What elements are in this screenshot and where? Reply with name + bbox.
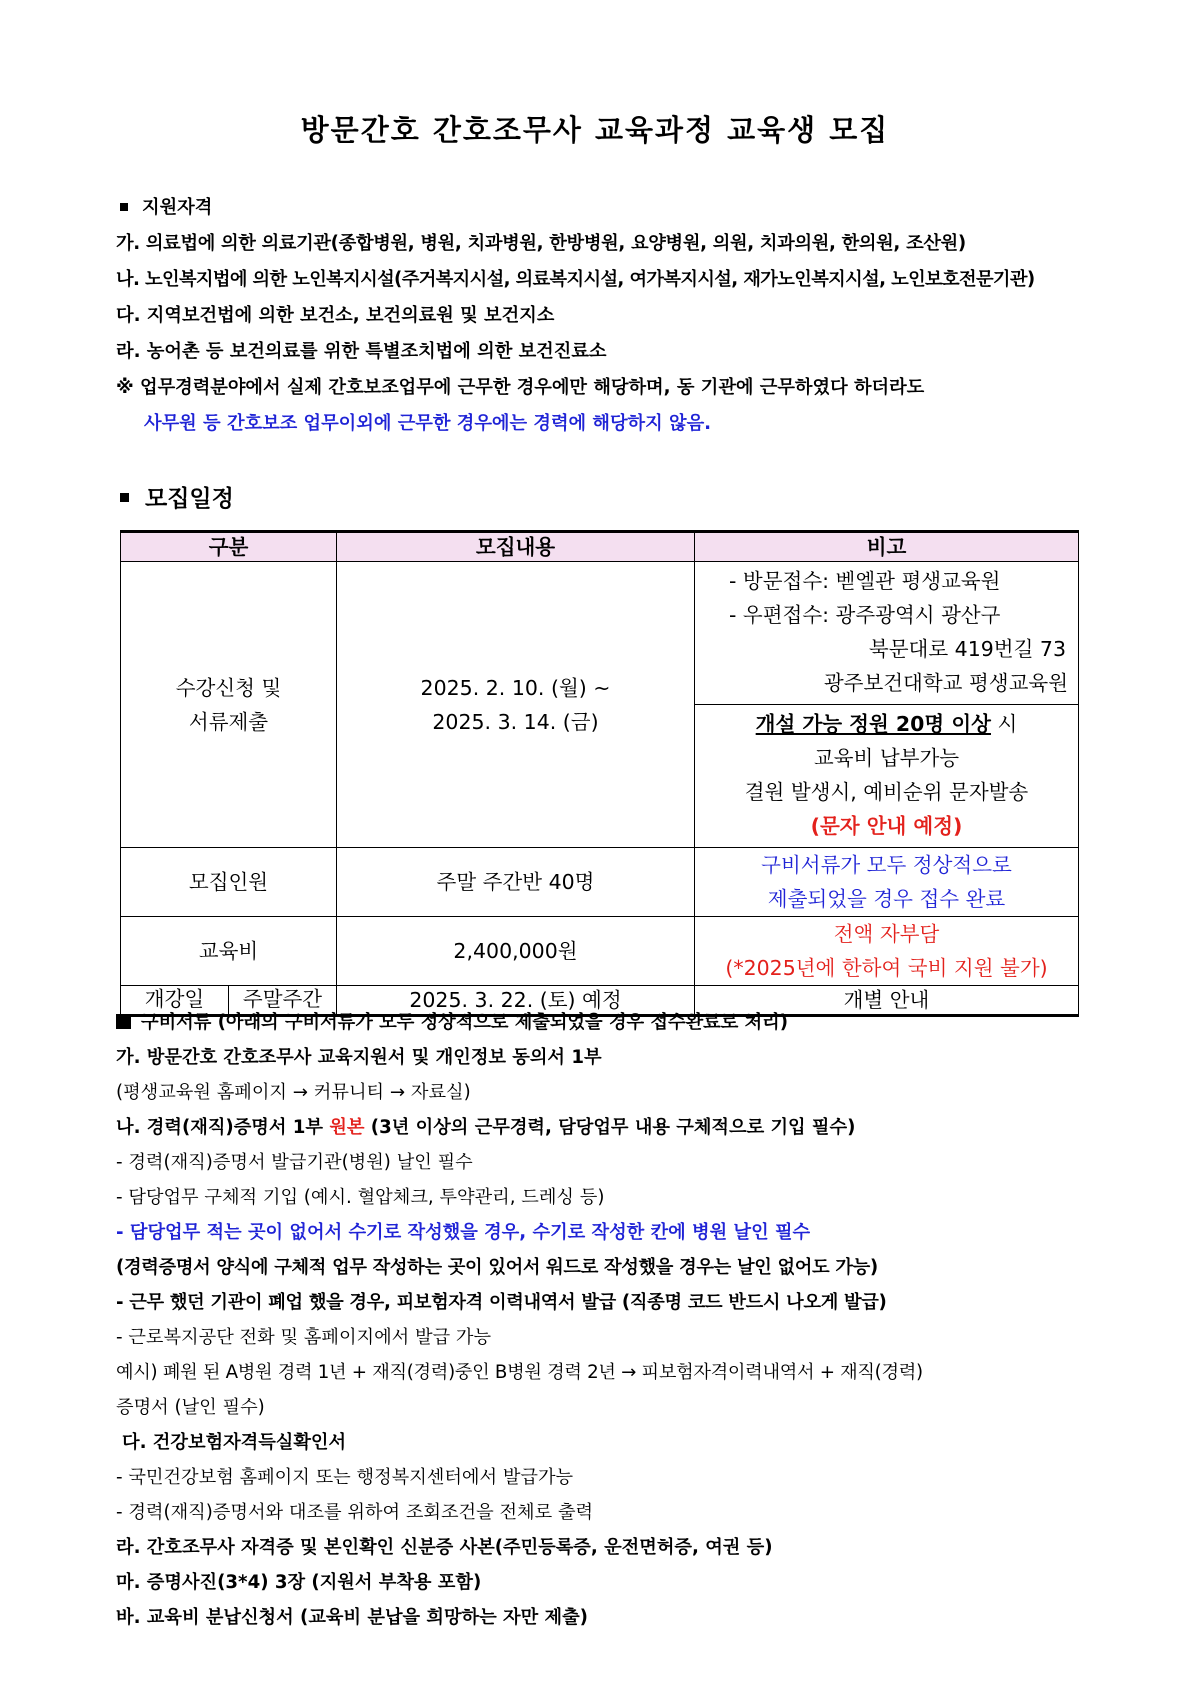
start-value-cell: 2025. 3. 22. (토) 예정 xyxy=(337,986,695,1016)
document-detail: 예시) 폐원 된 A병원 경력 1년 + 재직(경력)중인 B병원 경력 2년 → 피보험자격이력내역서 + 재직(경력) xyxy=(116,1362,923,1383)
table-row xyxy=(121,848,1079,917)
submission-info: - 방문접수: 벧엘관 평생교육원 - 우편접수: 광주광역시 광산구 북문대로 419번길 73 광주보건대학교 평생교육원 xyxy=(695,562,1078,705)
column-header: 구분 xyxy=(121,532,337,562)
document-item: 라. 간호조무사 자격증 및 본인확인 신분증 사본(주민등록증, 운전면허증, 여권 등) xyxy=(116,1537,773,1558)
bullet-square-icon xyxy=(120,493,129,502)
qualification-item: 나. 노인복지법에 의한 노인복지시설(주거복지시설, 의료복지시설, 여가복지시설, 재가노인복지시설, 노인보호전문기관) xyxy=(116,269,1035,290)
documents-heading: 구비서류 (아래의 구비서류가 모두 정상적으로 제출되었을 경우 접수완료로 처리) xyxy=(116,1012,788,1034)
bullet-square-icon xyxy=(120,203,128,211)
document-detail: - 국민건강보험 홈페이지 또는 행정복지센터에서 발급가능 xyxy=(116,1467,574,1488)
qualification-note-emphasis: 사무원 등 간호보조 업무이외에 근무한 경우에는 경력에 해당하지 않음. xyxy=(144,413,712,434)
start-label-cell: 개강일 주말주간 xyxy=(121,986,337,1016)
opening-info: 개설 가능 정원 20명 이상 시 교육비 납부가능 결원 발생시, 예비순위 문자발송 (문자 안내 예정) xyxy=(744,712,1029,838)
apply-note-cell xyxy=(695,562,1079,848)
document-item: 다. 건강보험자격득실확인서 xyxy=(122,1432,347,1453)
page-title: 방문간호 간호조무사 교육과정 교육생 모집 xyxy=(300,113,890,147)
document-item: 나. 경력(재직)증명서 1부 원본 (3년 이상의 근무경력, 담당업무 내용 구체적으로 기입 필수) xyxy=(116,1117,856,1138)
fee-label-cell: 교육비 xyxy=(121,917,337,986)
document-detail: 증명서 (날인 필수) xyxy=(116,1397,265,1418)
apply-date-cell: 2025. 2. 10. (월) ~ 2025. 3. 14. (금) xyxy=(337,562,695,848)
column-header: 비고 xyxy=(695,532,1079,562)
recruit-note-cell: 구비서류가 모두 정상적으로 제출되었을 경우 접수 완료 xyxy=(695,848,1079,917)
document-item: 가. 방문간호 간호조무사 교육지원서 및 개인정보 동의서 1부 xyxy=(116,1047,602,1068)
table-row xyxy=(121,986,1079,1016)
fee-value-cell: 2,400,000원 xyxy=(337,917,695,986)
bullet-square-icon xyxy=(116,1014,131,1029)
column-header: 모집내용 xyxy=(337,532,695,562)
table-row xyxy=(121,562,1079,848)
document-detail: - 근무 했던 기관이 폐업 했을 경우, 피보험자격 이력내역서 발급 (직종명 코드 반드시 나오게 발급) xyxy=(116,1292,887,1313)
qualification-item: 다. 지역보건법에 의한 보건소, 보건의료원 및 보건지소 xyxy=(116,305,555,326)
start-note-cell: 개별 안내 xyxy=(695,986,1079,1016)
apply-label-cell: 수강신청 및 서류제출 xyxy=(121,562,337,848)
qualification-item: 라. 농어촌 등 보건의료를 위한 특별조치법에 의한 보건진료소 xyxy=(116,341,607,362)
document-detail-emphasis: - 담당업무 적는 곳이 없어서 수기로 작성했을 경우, 수기로 작성한 칸에 병원 날인 필수 xyxy=(116,1222,811,1243)
document-detail: - 경력(재직)증명서와 대조를 위하여 조회조건을 전체로 출력 xyxy=(116,1502,594,1523)
qualification-note: ※ 업무경력분야에서 실제 간호보조업무에 근무한 경우에만 해당하며, 동 기관에 근무하였다 하더라도 xyxy=(116,377,925,398)
schedule-table xyxy=(120,530,1079,1017)
document-detail: (경력증명서 양식에 구체적 업무 작성하는 곳이 있어서 워드로 작성했을 경우는 날인 없어도 가능) xyxy=(116,1257,878,1278)
document-item: 마. 증명사진(3*4) 3장 (지원서 부착용 포함) xyxy=(116,1572,482,1593)
recruit-label-cell: 모집인원 xyxy=(121,848,337,917)
document-item: 바. 교육비 분납신청서 (교육비 분납을 희망하는 자만 제출) xyxy=(116,1607,588,1628)
document-detail: - 근로복지공단 전화 및 홈페이지에서 발급 가능 xyxy=(116,1327,492,1348)
recruit-value-cell: 주말 주간반 40명 xyxy=(337,848,695,917)
schedule-heading: 모집일정 xyxy=(116,480,234,513)
qualification-heading: 지원자격 xyxy=(116,197,212,219)
document-detail: - 경력(재직)증명서 발급기관(병원) 날인 필수 xyxy=(116,1152,473,1173)
qualification-item: 가. 의료법에 의한 의료기관(종합병원, 병원, 치과병원, 한방병원, 요양병원, 의원, 치과의원, 한의원, 조산원) xyxy=(116,233,966,254)
table-header-row xyxy=(121,532,1079,562)
document-detail: - 담당업무 구체적 기입 (예시. 혈압체크, 투약관리, 드레싱 등) xyxy=(116,1187,605,1208)
table-row xyxy=(121,917,1079,986)
document-detail: (평생교육원 홈페이지 → 커뮤니티 → 자료실) xyxy=(116,1082,471,1103)
fee-note-cell: 전액 자부담 (*2025년에 한하여 국비 지원 불가) xyxy=(695,917,1079,986)
